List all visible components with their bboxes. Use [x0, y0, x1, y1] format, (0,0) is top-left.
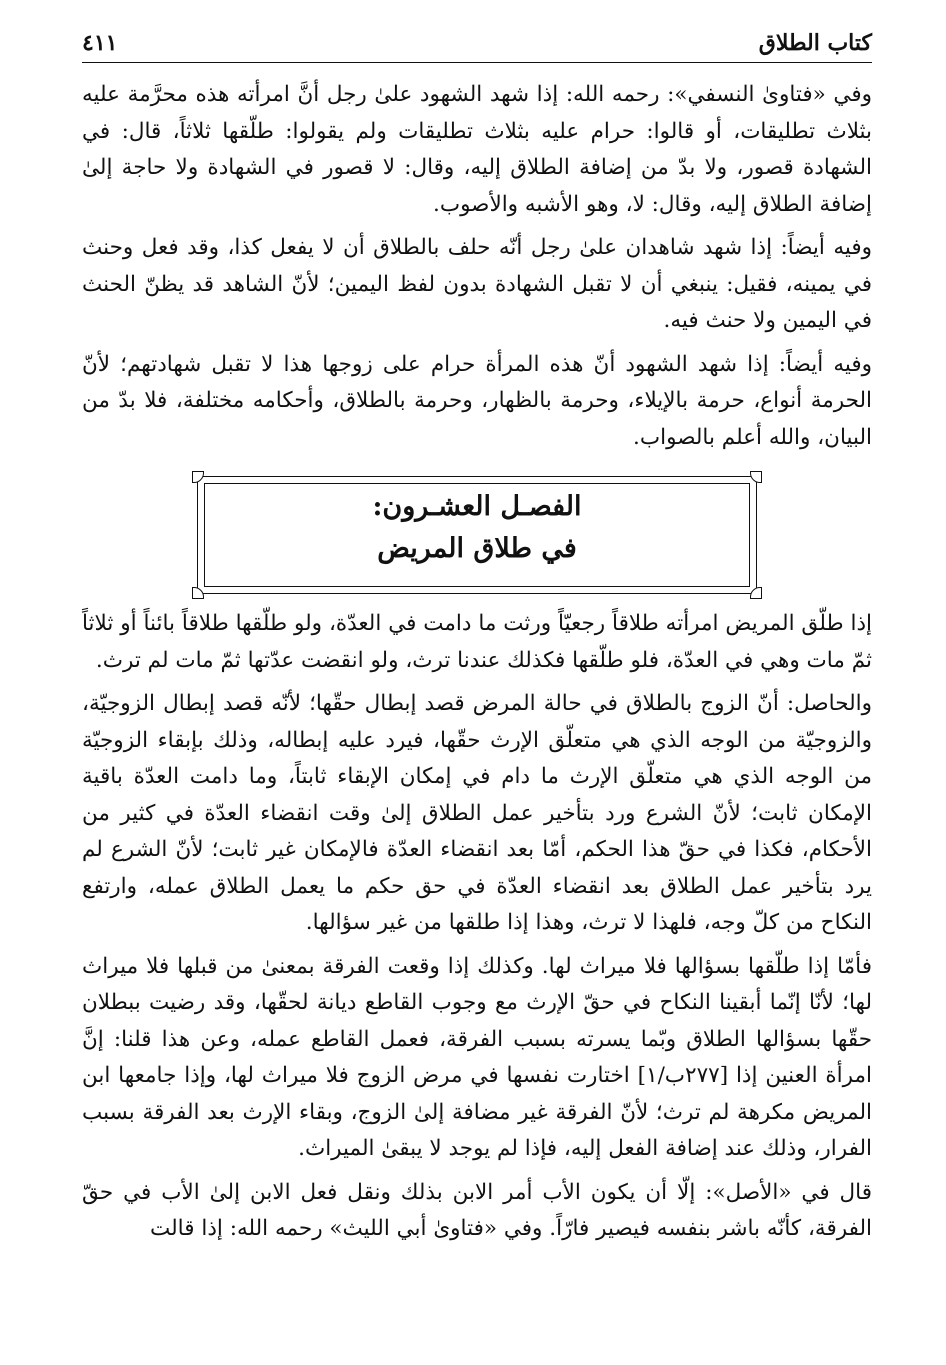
chapter-title: الفصـل العشـرون:: [372, 491, 582, 522]
frame-corner-ornament: [750, 471, 762, 483]
paragraph: وفي «فتاوىٰ النسفي»: رحمه الله: إذا شهد الشهود علىٰ رجل أنَّ امرأته هذه محرَّمة عليه بثلاث تطليقات، أو قالوا: حرام عليه بثلاث تطليقات ولم يقولوا: طلّقها ثلاثاً، قال: في الشهادة قصور، ولا بدّ من إضافة الطلاق إليه، وقال: لا قصور في الشهادة ولا حاجة إلىٰ إضافة الطلاق إليه، وقال: لا، وهو الأشبه والأصوب.: [82, 82, 872, 217]
document-page: [82, 28, 872, 1248]
paragraph: إذا طلّق المريض امرأته طلاقاً رجعيّاً ورثت ما دامت في العدّة، ولو طلّقها طلاقاً بائناً أو ثلاثاً ثمّ مات وهي في العدّة، فلو طلّقها فكذلك عندنا ترث، ولو انقضت عدّتها ثمّ مات لم ترث.: [82, 611, 872, 673]
paragraph: وفيه أيضاً: إذا شهد شاهدان علىٰ رجل أنّه حلف بالطلاق أن لا يفعل كذا، وقد فعل وحنث في يمينه، فقيل: ينبغي أن لا تقبل الشهادة بدون لفظ اليمين؛ لأنّ الشاهد قد يظنّ الحنث في اليمين ولا حنث فيه.: [82, 235, 872, 333]
paragraph: فأمّا إذا طلّقها بسؤالها فلا ميراث لها. وكذلك إذا وقعت الفرقة بمعنىٰ من قبلها فلا ميراث لها؛ لأنّا إنّما أبقينا النكاح في حقّ الإرث مع وجوب القاطع ديانة لحقّها، وقد رضيت ببطلان حقّها بسؤالها الطلاق وبّما يسرته بسبب الفرقة، فعمل القاطع عمله، وعن هذا قلنا: إنَّ امرأة العنين إذا [٢٧٧ب/١] اختارت نفسها في مرض الزوج فلا ميراث لها، وإذا جامعها ابن المريض مكرهة لم ترث؛ لأنّ الفرقة غير مضافة إلىٰ الزوج، وبقاء الإرث بعد الفرقة بسبب الفرار، وذلك عند إضافة الفعل إليه، فإذا لم يوجد لا يبقىٰ الميراث.: [82, 953, 873, 1161]
frame-corner-ornament: [750, 587, 762, 599]
running-title: كتاب الطلاق: [758, 30, 872, 56]
frame-corner-ornament: [192, 471, 204, 483]
chapter-subtitle: في طلاق المريض: [377, 533, 577, 564]
paragraph: وفيه أيضاً: إذا شهد الشهود أنّ هذه المرأة حرام على زوجها هذا لا تقبل شهادتهم؛ لأنّ الحرمة أنواع، حرمة بالإيلاء، وحرمة بالظهار، وحرمة بالطلاق، وأحكامه مختلفة، فلا بدّ من البيان، والله أعلم بالصواب.: [82, 351, 872, 450]
page-header: [82, 28, 872, 63]
paragraph: قال في «الأصل»: إلّا أن يكون الأب أمر الابن بذلك ونقل فعل الابن إلىٰ الأب في حقّ الفرقة، كأنّه باشر بنفسه فيصير فارّاً. وفي «فتاوىٰ أبي الليث» رحمه الله: إذا قالت: [82, 1179, 872, 1241]
frame-corner-ornament: [192, 587, 204, 599]
chapter-heading-box: [197, 476, 757, 594]
paragraph: والحاصل: أنّ الزوج بالطلاق في حالة المرض قصد إبطال حقّها؛ لأنّه قصد إبطال الزوجيّة، والزوجيّة من الوجه الذي هي متعلّق الإرث حقّها، فيرد عليه إبطاله، وذلك بإبقاء الزوجيّة من الوجه الذي هي متعلّق الإرث ما دام في إمكان الإبقاء ثابتاً، وما دامت العدّة باقية الإمكان ثابت؛ لأنّ الشرع ورد بتأخير عمل الطلاق إلىٰ وقت انقضاء العدّة في كثير من الأحكام، فكذا في حقّ هذا الحكم، أمّا بعد انقضاء العدّة فالإمكان غير ثابت؛ لأنّ الشرع لم يرد بتأخير عمل الطلاق بعد انقضاء العدّة في حق حكم ما يعمل الطلاق عمله، وارتفع النكاح من كلّ وجه، فلهذا لا ترث، وهذا إذا طلقها من غير سؤالها.: [82, 691, 873, 935]
page-number: ٤١١: [82, 30, 118, 56]
